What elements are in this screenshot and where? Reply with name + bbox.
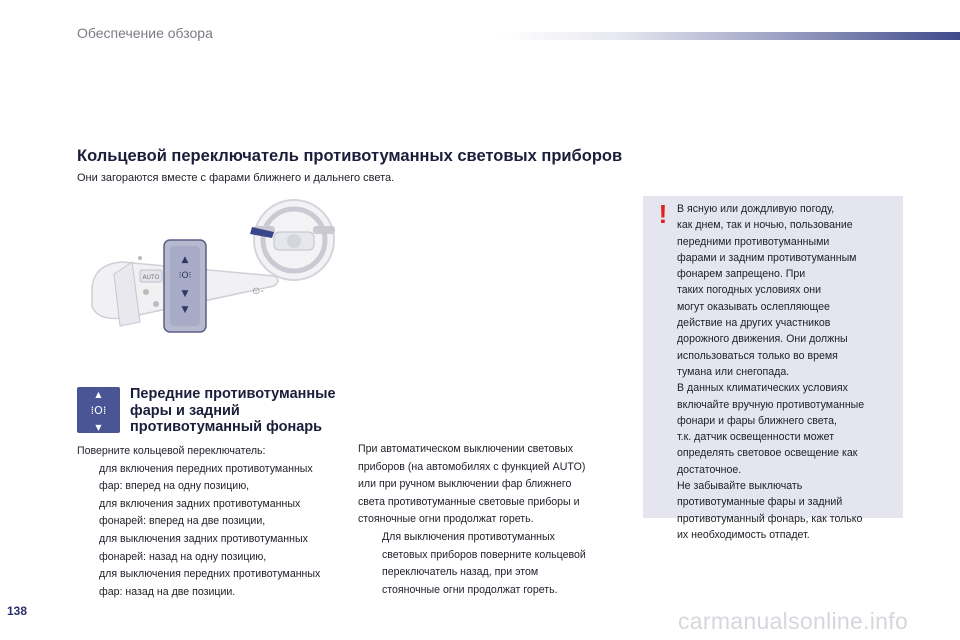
- svg-text:▼: ▼: [181, 305, 189, 315]
- list-item: для выключения передних противотуманных фар: назад на две позиции.: [99, 568, 321, 598]
- stalk-illustration: [74, 196, 364, 346]
- left-column-text: [77, 443, 352, 601]
- list-item: для включения задних противотуманных фонарей: вперед на две позиции,: [99, 497, 301, 528]
- warning-text: В ясную или дождливую погоду, как днем, так и ночью, пользование передними противотуманными фарами и задним противотуманным фонарем запрещено. При таких погодных условиях они могут оказывать ослепляющее действие на других участников дорожного движения. Они должны использоваться только во время тумана или снегопада. В данных климатических условиях включайте вручную противотуманные фонари и фары ближнего света, т.к. датчик освещенности может определять световое освещение как достаточное. Не забывайте выключать противотуманные фары и задний противотуманный фонарь, как только их необходимость отпадет.: [677, 203, 865, 541]
- section-title: Кольцевой переключатель противотуманных световых приборов: [77, 147, 623, 165]
- page-number: 138: [7, 604, 28, 618]
- svg-text:⁞O⁞: ⁞O⁞: [90, 404, 107, 417]
- watermark: carmanualsonline.info: [678, 608, 909, 634]
- warning-box: [643, 196, 903, 541]
- svg-text:▼: ▼: [95, 423, 102, 432]
- steering-wheel-inset-icon: [253, 200, 335, 280]
- page-header-title: Обеспечение обзора: [77, 25, 213, 41]
- left-intro: Поверните кольцевой переключатель:: [77, 445, 266, 457]
- subsection-heading: Передние противотуманные фары и задний противотуманный фонарь: [130, 386, 336, 435]
- list-item: для включения передних противотуманных фар: вперед на одну позицию,: [99, 462, 313, 493]
- section-subtitle: Они загораются вместе с фарами ближнего и дальнего света.: [77, 172, 395, 184]
- stalk-lever-icon: [92, 240, 278, 332]
- mid-column-text: При автоматическом выключении световых приборов (на автомобилях с функцией AUTO) или при ручном выключении фар ближнего света противотуманные световые приборы и стояночные огни продолжат гореть. Для выключения противотуманных световых приборов поверните кольцевой переключатель назад, при этом стояночные огни продолжат гореть.: [358, 441, 620, 599]
- svg-text:⁝O⁝: ⁝O⁝: [178, 271, 192, 281]
- steering-wheel-stalk-icon: [74, 196, 364, 346]
- svg-text:▲: ▲: [95, 390, 102, 399]
- header-gradient-bar: [500, 32, 960, 40]
- svg-text:▼: ▼: [181, 289, 189, 299]
- front-rear-fog-lights-icon: [77, 387, 120, 433]
- svg-text:AUTO: AUTO: [142, 274, 160, 281]
- svg-text:⊙-: ⊙-: [252, 286, 264, 297]
- svg-text:▲: ▲: [181, 255, 189, 265]
- list-item: для выключения задних противотуманных фонарей: назад на одну позицию,: [99, 532, 308, 563]
- list-item: Для выключения противотуманных световых приборов поверните кольцевой переключатель назад, при этом стояночные огни продолжат гореть.: [382, 530, 586, 596]
- warning-exclamation-icon: !: [658, 199, 668, 229]
